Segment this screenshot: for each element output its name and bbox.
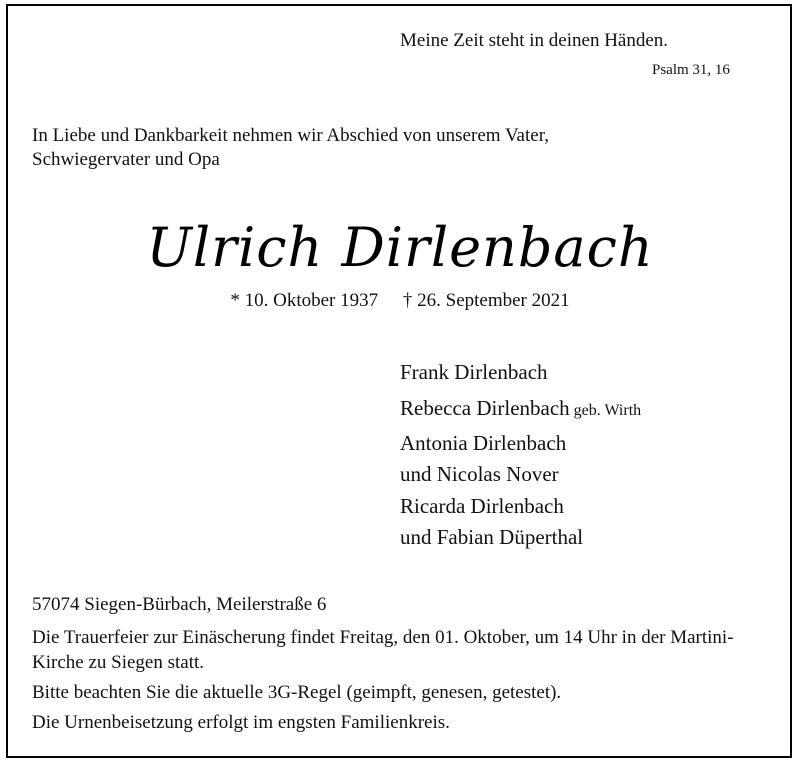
life-dates (0, 290, 800, 312)
motto-text: Meine Zeit steht in deinen Händen. (400, 30, 669, 51)
death-date: † 26. September 2021 (402, 290, 570, 311)
mourner-suffix: geb. Wirth (573, 402, 642, 419)
intro-line-1: In Liebe und Dankbarkeit nehmen wir Abschied von unserem Vater, (32, 125, 550, 146)
mourner-1 (400, 360, 548, 385)
mourner-3-line-2: und Nicolas Nover (400, 462, 559, 486)
deceased-name: Ulrich Dirlenbach (146, 216, 654, 279)
covid-rule-notice: Bitte beachten Sie die aktuelle 3G-Regel (geimpft, genesen, getestet). (32, 682, 562, 703)
mourner-2 (400, 396, 641, 421)
intro-line-2: Schwiegervater und Opa (32, 149, 220, 170)
family-address: 57074 Siegen-Bürbach, Meilerstraße 6 (32, 594, 327, 615)
birth-date: * 10. Oktober 1937 (230, 290, 379, 311)
burial-notice: Die Urnenbeisetzung erfolgt im engsten Familienkreis. (32, 712, 450, 733)
ceremony-notice: Die Trauerfeier zur Einäscherung findet Freitag, den 01. Oktober, um 14 Uhr in der Martini-Kirche zu Siegen statt. (32, 627, 734, 673)
mourner-name: Frank Dirlenbach (400, 360, 548, 384)
intro-text (32, 124, 652, 172)
mourner-3-line-1: Antonia Dirlenbach (400, 431, 567, 455)
mourner-4-line-2: und Fabian Düperthal (400, 525, 584, 549)
motto-reference: Psalm 31, 16 (652, 62, 730, 78)
mourner-4-line-1: Ricarda Dirlenbach (400, 494, 564, 518)
mourner-name: Rebecca Dirlenbach (400, 396, 570, 420)
